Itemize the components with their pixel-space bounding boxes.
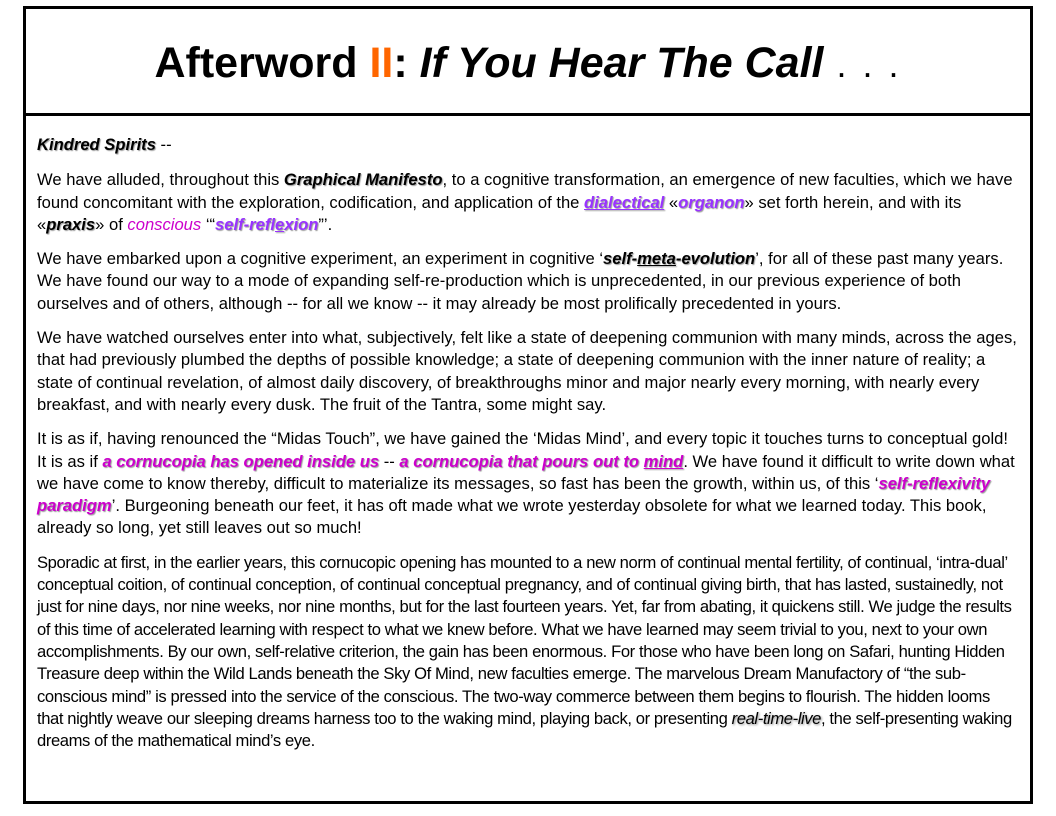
page-title [26,41,1030,86]
p2-text-2: ’, for all of these past many years. We have found our way to a mode of expanding self-re-production which is unprecedented, in our previous experience of both ourselves and of others, although -- for all we know -- it may already be most prolifically precedented in yours. [37,249,1004,313]
p1-emphasis-dialectical: dialectical [584,192,665,212]
p4-emphasis-cornucopia-opened: a cornucopia has opened inside us [102,451,380,471]
p5-text-1: Sporadic at first, in the earlier years, this cornucopic opening has mounted to a new norm of continual mental fertility, of continual, ‘intra-dual’ conceptual coition, of continual conception, of continual conceptual pregnancy, and of continual giving birth, that has lasted, sustainedly, not just for nine days, nor nine weeks, nor nine months, but for the last fourteen years. Yet, far from abating, it quickens still. We judge the results of this time of accelerated learning with respect to what we knew before. What we have learned may seem trivial to you, next to your own accomplishments. By our own, self-relative criterion, the gain has been enormous. For those who have been long on Safari, hunting Hidden Treasure deep within the Wild Lands beneath the Sky Of Mind, new faculties emerge. The marvelous Dream Manufactory of “the sub-conscious mind” is pressed into the service of the conscious. The two-way commerce between them begins to flourish. The hidden looms that nightly weave our sleeping dreams harness too to the waking mind, playing back, or presenting [37,552,1012,728]
p1-text-1: We have alluded, throughout this [37,170,284,190]
p5-text-2: , the self-presenting waking dreams of the mathematical mind’s eye. [37,708,1012,751]
p1-emphasis-graphical-manifesto: Graphical Manifesto [283,170,443,190]
p1-emphasis-organon: organon [678,192,745,212]
paragraph-2 [37,248,1019,315]
title-subtitle: If You Hear The Call [419,39,824,87]
p4-text-1: It is as if, having renounced the “Midas Touch”, we have gained the ‘Midas Mind’, and every topic it touches turns to conceptual gold! It is as if [37,429,1008,471]
p2-emphasis-evolution: -evolution [675,249,756,269]
p4-text-2: -- [379,451,400,471]
p1-text-4: » set forth herein, and with its « [37,192,962,234]
paragraph-3: We have watched ourselves enter into what, subjectively, felt like a state of deepening communion with many minds, across the ages, that had previously plumbed the depths of possible knowledge; a state of deepening communion with the inner nature of reality; a state of continual revelation, of almost daily discovery, of breakthroughs minor and major nearly every morning, with nearly every breakfast, and with nearly every dusk. The fruit of the Tantra, some might say. [37,328,1017,414]
salutation-label: Kindred Spirits [37,135,156,154]
p5-emphasis-real-time-live: real-time-live [731,708,822,728]
p4-text-3: . We have found it difficult to write down what we have come to know thereby, difficult to materialize its messages, so fast has been the growth, within us, of this ‘ [37,451,1015,493]
paragraph-4 [37,428,1019,539]
p1-text-6: ‘“ [201,214,216,234]
p4-emphasis-cornucopia-pours: a cornucopia that pours out to [399,451,644,471]
p4-emphasis-mind: mind [643,451,684,471]
p1-emphasis-praxis: praxis [46,214,96,234]
p1-emphasis-conscious: conscious [127,214,202,234]
paragraph-1 [37,169,1019,236]
p4-text-4: ’. Burgeoning beneath our feet, it has oft made what we wrote yesterday obsolete for what we learned today. This book, already so long, yet still leaves out so much! [37,496,987,538]
salutation-suffix: -- [155,135,172,154]
salutation [37,134,1019,156]
p2-emphasis-meta: meta [637,249,676,269]
p1-text-2: , to a cognitive transformation, an emergence of new faculties, which we have found concomitant with the exploration, codification, and application of the [37,170,1013,212]
p2-emphasis-self: self- [603,249,638,269]
paragraph-5 [37,552,1019,753]
title-colon: : [393,39,420,87]
title-roman-numeral: II [369,39,394,87]
page-frame [23,6,1033,804]
title-main: Afterword [154,39,370,87]
p4-emphasis-self-reflexivity-paradigm: self-reflexivity paradigm [37,473,991,516]
afterword-body [37,134,1019,764]
p1-text-7: ”’. [318,214,333,234]
p1-emphasis-self-reflexion-a: self-refl [215,214,275,234]
p1-emphasis-self-reflexion-b: e [275,214,285,234]
p1-text-5: » of [95,214,128,234]
title-ellipsis: . . . [823,44,902,85]
p1-emphasis-self-reflexion-c: xion [284,214,319,234]
p2-text-1: We have embarked upon a cognitive experiment, an experiment in cognitive ‘ [37,249,604,269]
p1-text-3: « [664,192,679,212]
title-box [26,9,1030,116]
